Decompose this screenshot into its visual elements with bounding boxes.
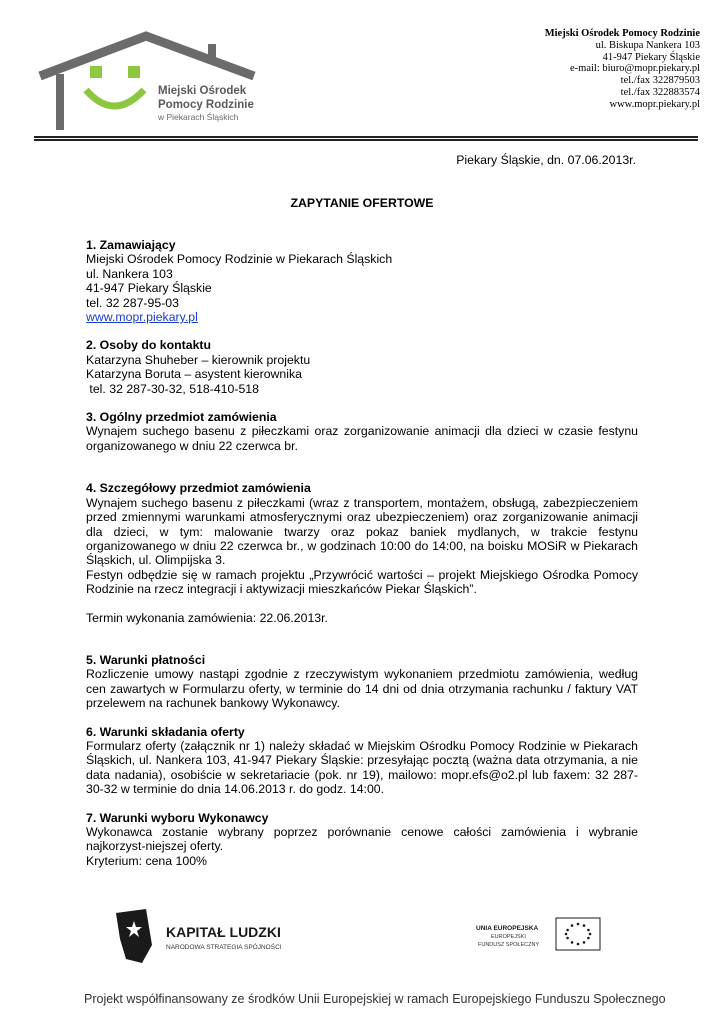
house-roof-icon [40, 36, 254, 76]
org-tel2: tel./fax 322883574 [620, 86, 700, 98]
section-general-subject [86, 410, 638, 453]
ordering-party-line: 41-947 Piekary Śląskie [86, 281, 212, 296]
kapital-ludzki-emblem-icon [116, 909, 152, 963]
ue-line3: FUNDUSZ SPOŁECZNY [478, 942, 540, 948]
date-line: Piekary Śląskie, dn. 07.06.2013r. [456, 153, 636, 167]
logo-line2: Pomocy Rodzinie [158, 99, 254, 111]
contact-line: Katarzyna Boruta – asystent kierownika [86, 367, 302, 382]
section-text: Wykonawca zostanie wybrany poprzez porównanie cenowe całości zamówienia i wybranie najkorzyst-niejszej oferty. [86, 825, 638, 854]
section-heading: 4. Szczegółowy przedmiot zamówienia [86, 481, 311, 496]
section-text: Wynajem suchego basenu z piłeczkami oraz zorganizowanie animacji dla dzieci w czasie festynu organizowanego w dniu 22 czerwca br. [86, 424, 638, 453]
section-selection-conditions [86, 811, 638, 869]
kl-title: KAPITAŁ LUDZKI [166, 924, 281, 940]
eu-flag-icon [556, 918, 600, 950]
ordering-party-line: ul. Nankera 103 [86, 266, 173, 281]
organization-contact [545, 28, 700, 111]
face-eye-left-icon [90, 66, 102, 78]
kapital-ludzki-logo [112, 905, 302, 969]
section-heading: 5. Warunki płatności [86, 652, 206, 667]
org-www[interactable]: www.mopr.piekary.pl [609, 98, 700, 110]
section-heading: 6. Warunki składania oferty [86, 724, 245, 739]
section-ordering-party [86, 238, 638, 324]
header-divider-second [34, 139, 698, 141]
contact-line: tel. 32 287-30-32, 518-410-518 [86, 381, 259, 396]
logo-line1: Miejski Ośrodek [158, 85, 247, 97]
logo-line3: w Piekarach Śląskich [158, 112, 239, 122]
document-body [86, 238, 638, 882]
org-city: 41-947 Piekary Śląskie [602, 51, 700, 63]
criterion-text: Kryterium: cena 100% [86, 853, 207, 868]
org-email[interactable]: e-mail: biuro@mopr.piekary.pl [570, 63, 700, 75]
ue-line1: UNIA EUROPEJSKA [476, 925, 539, 932]
org-street: ul. Biskupa Nankera 103 [595, 39, 700, 51]
org-name: Miejski Ośrodek Pomocy Rodzinie [544, 28, 700, 39]
mopr-logo [36, 30, 266, 136]
kl-subtitle: NARODOWA STRATEGIA SPÓJNOŚCI [166, 944, 282, 951]
face-eye-right-icon [128, 66, 140, 78]
cofinancing-note: Projekt współfinansowany ze środków Unii Europejskiej w ramach Europejskiego Funduszu Społecznego [84, 992, 666, 1006]
section-contacts [86, 338, 638, 396]
ordering-party-line: tel. 32 287-95-03 [86, 295, 179, 310]
contact-line: Katarzyna Shuheber – kierownik projektu [86, 352, 311, 367]
eu-logo [474, 912, 604, 968]
smile-icon [86, 90, 144, 106]
section-text: Formularz oferty (załącznik nr 1) należy składać w Miejskim Ośrodku Pomocy Rodzinie w Piekarach Śląskich, ul. Nankera 103, 41-947 Piekary Śląskie: przesyłając pocztą (ważna data otrzymania, a nie data nadania), osobiście w sekretariacie (pok. nr 19), mailowo: mopr.efs@o2.pl lub faxem: 32 287-30-32 w terminie do dnia 14.06.2013 r. do godz. 14:00. [86, 738, 638, 797]
ue-line2: EUROPEJSKI [491, 934, 526, 940]
page-title: ZAPYTANIE OFERTOWE [290, 196, 434, 210]
section-heading: 1. Zamawiający [86, 238, 176, 252]
section-detailed-subject [86, 481, 638, 625]
section-text: Festyn odbędzie się w ramach projektu „Przywrócić wartości – projekt Miejskiego Ośrodka Pomocy Rodzinie na rzecz integracji i aktywizacji mieszkańców Piekar Śląskich”. [86, 567, 638, 597]
section-text: Rozliczenie umowy nastąpi zgodnie z rzeczywistym wykonaniem przedmiotu zamówienia, według cen zawartych w Formularzu oferty, w terminie do 14 dni od dnia otrzymania rachunku / faktury VAT przelewem na rachunek bankowy Wykonawcy. [86, 667, 638, 711]
website-link[interactable]: www.mopr.piekary.pl [86, 310, 198, 325]
org-tel1: tel./fax 322879503 [620, 75, 700, 87]
deadline-text: Termin wykonania zamówienia: 22.06.2013r. [86, 610, 328, 625]
section-offer-conditions [86, 725, 638, 797]
section-payment-terms [86, 653, 638, 711]
section-heading: 7. Warunki wyboru Wykonawcy [86, 810, 269, 825]
section-text: Wynajem suchego basenu z piłeczkami (wraz z transportem, montażem, obsługą, zabezpieczeniem przed zmiennymi warunkami atmosferycznymi oraz ubezpieczeniem) oraz zorganizowanie animacji dla dzieci, w tym: malowanie twarzy oraz pokaz baniek mydlanych, w trakcie festynu organizowanego w dniu 22 czerwca br., w godzinach 10:00 do 14:00, na boisku MOSiR w Piekarach Śląskich, ul. Olimpijska 3. [86, 495, 638, 568]
header-divider [34, 136, 698, 138]
section-heading: 2. Osoby do kontaktu [86, 338, 212, 353]
section-heading: 3. Ogólny przedmiot zamówienia [86, 410, 277, 425]
ordering-party-line: Miejski Ośrodek Pomocy Rodzinie w Piekarach Śląskich [86, 252, 393, 267]
